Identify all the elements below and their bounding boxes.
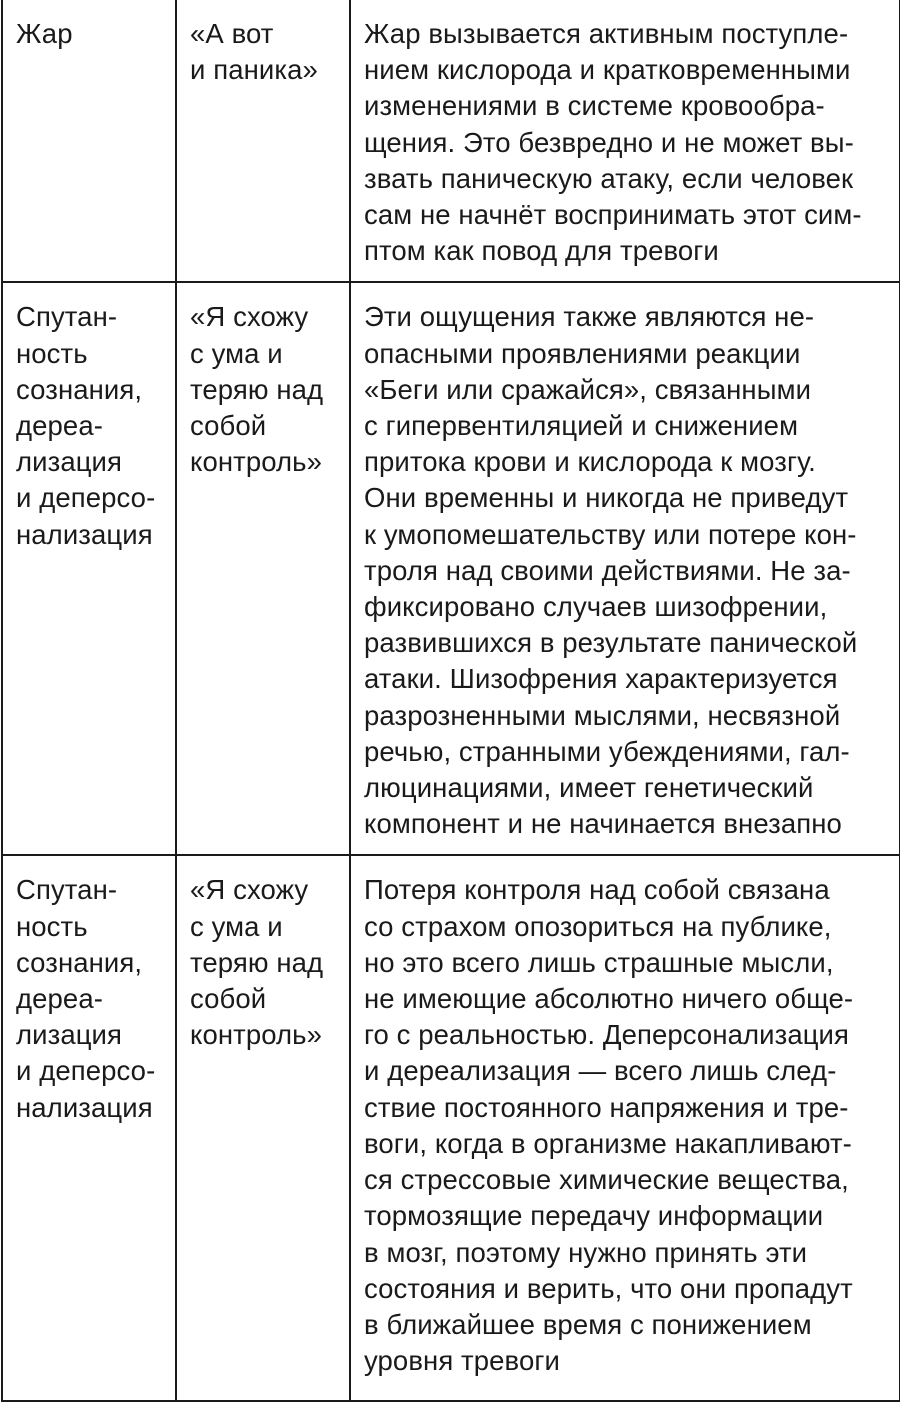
explanation-line: атаки. Шизофрения характеризуется	[364, 663, 838, 695]
thought-cell	[176, 282, 350, 855]
symptom-line: Жар	[16, 18, 73, 49]
thought-line: «Я схожу	[190, 874, 309, 906]
symptom-line: сознания,	[16, 946, 143, 978]
explanation-line: «Беги или сражайся», связанными	[364, 373, 812, 405]
symptom-line: ность	[16, 910, 88, 942]
thought-cell	[176, 855, 350, 1401]
explanation-line: не имеющие абсолютно ничего обще-	[364, 983, 854, 1015]
symptom-line: ность	[16, 337, 88, 369]
thought-line: контроль»	[190, 446, 322, 478]
symptom-cell	[2, 855, 176, 1401]
thought-line: с ума и	[190, 910, 283, 942]
symptom-line: и деперсо-	[16, 482, 156, 514]
explanation-line: и дереализация — всего лишь след-	[364, 1055, 837, 1087]
explanation-line: речью, странными убеждениями, гал-	[364, 735, 850, 767]
explanation-line: Эти ощущения также являются не-	[364, 301, 815, 333]
explanation-line: ся стрессовые химические вещества,	[364, 1164, 849, 1196]
symptom-line: лизация	[16, 1019, 123, 1051]
explanation-line: тормозящие передачу информации	[364, 1200, 824, 1232]
thought-line: контроль»	[190, 1019, 322, 1051]
explanation-line: в мозг, поэтому нужно принять эти	[364, 1236, 808, 1268]
explanation-line: Жар вызывается активным поступле-	[364, 18, 849, 49]
explanation-line: к умопомешательству или потере кон-	[364, 518, 857, 550]
explanation-line: Они временны и никогда не приведут	[364, 482, 849, 514]
explanation-line: изменениями в системе кровообра-	[364, 90, 825, 122]
explanation-line: но это всего лишь страшные мысли,	[364, 946, 834, 978]
symptom-line: сознания,	[16, 373, 143, 405]
table-row	[2, 282, 900, 855]
explanation-line: в ближайшее время с понижением	[364, 1308, 812, 1340]
explanation-line: притока крови и кислорода к мозгу.	[364, 446, 816, 478]
symptom-line: нализация	[16, 518, 153, 550]
symptom-line: и деперсо-	[16, 1055, 156, 1087]
explanation-line: разрозненными мыслями, несвязной	[364, 699, 841, 731]
explanation-line: птом как повод для тревоги	[364, 235, 719, 267]
explanation-line: опасными проявлениями реакции	[364, 337, 801, 369]
thought-cell	[176, 0, 350, 282]
thought-line: теряю над	[190, 946, 324, 978]
symptom-line: дереа-	[16, 983, 103, 1015]
symptom-line: Спутан-	[16, 874, 118, 906]
explanation-line: сам не начнёт воспринимать этот сим-	[364, 199, 862, 231]
explanation-line: Потеря контроля над собой связана	[364, 874, 830, 906]
explanation-line: го с реальностью. Деперсонализация	[364, 1019, 850, 1051]
explanation-line: со страхом опозориться на публике,	[364, 910, 832, 942]
thought-line: собой	[190, 410, 267, 442]
thought-line: теряю над	[190, 373, 324, 405]
explanation-line: развившихся в результате панической	[364, 627, 858, 659]
explanation-line: уровня тревоги	[364, 1345, 560, 1377]
symptom-cell	[2, 0, 176, 282]
explanation-line: троля над своими действиями. Не за-	[364, 554, 851, 586]
explanation-cell	[350, 855, 900, 1401]
explanation-line: нием кислорода и кратковременными	[364, 54, 851, 86]
explanation-line: фиксировано случаев шизофрении,	[364, 591, 828, 623]
thought-line: «Я схожу	[190, 301, 309, 333]
thought-line: «А вот	[190, 18, 274, 49]
table-body	[2, 0, 900, 1401]
explanation-line: щения. Это безвредно и не может вы-	[364, 126, 854, 158]
thought-line: с ума и	[190, 337, 283, 369]
explanation-line: состояния и верить, что они пропадут	[364, 1272, 853, 1304]
symptom-line: нализация	[16, 1091, 153, 1123]
symptom-cell	[2, 282, 176, 855]
symptom-line: Спутан-	[16, 301, 118, 333]
explanation-cell	[350, 0, 900, 282]
explanation-cell	[350, 282, 900, 855]
explanation-line: ствие постоянного напряжения и тре-	[364, 1091, 849, 1123]
symptom-line: лизация	[16, 446, 123, 478]
symptom-table	[1, 0, 900, 1402]
thought-line: и паника»	[190, 54, 318, 86]
thought-line: собой	[190, 983, 267, 1015]
explanation-line: с гипервентиляцией и снижением	[364, 410, 799, 442]
explanation-line: люцинациями, имеет генетический	[364, 772, 814, 804]
table-row	[2, 0, 900, 282]
explanation-line: звать паническую атаку, если человек	[364, 162, 854, 194]
explanation-line: компонент и не начинается внезапно	[364, 808, 842, 840]
symptom-line: дереа-	[16, 410, 103, 442]
explanation-line: воги, когда в организме накапливают-	[364, 1127, 852, 1159]
table-row	[2, 855, 900, 1401]
